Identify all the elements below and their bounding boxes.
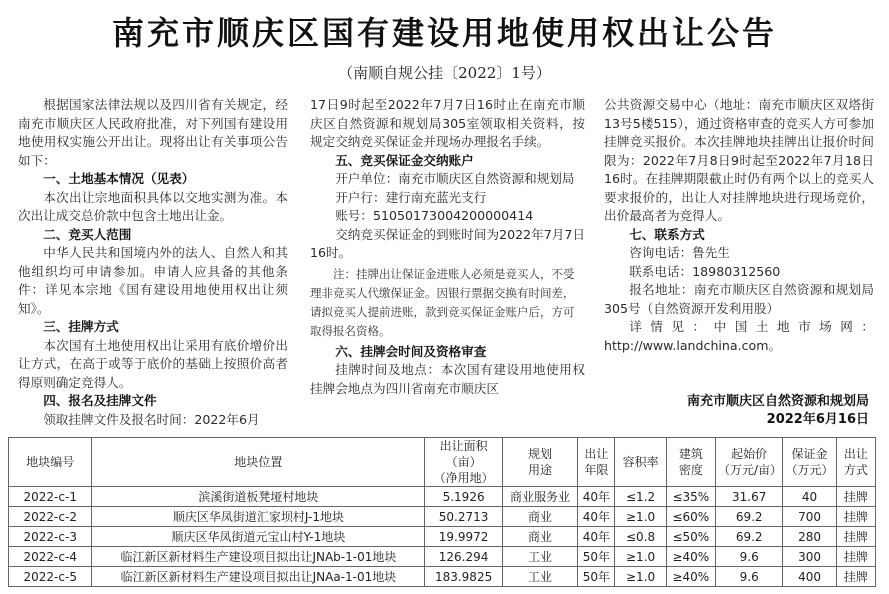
header-method xyxy=(836,438,875,487)
deposit-account-unit: 开户单位：南充市顺庆区自然资源和规划局 xyxy=(335,171,575,186)
table-header-row xyxy=(9,438,876,487)
cell-deposit: 300 xyxy=(783,547,836,567)
section-3-heading: 三、挂牌方式 xyxy=(43,319,119,334)
cell-density: ≤60% xyxy=(666,507,715,527)
header-use-line2: 用途 xyxy=(528,463,553,477)
cell-use: 商业 xyxy=(502,527,577,547)
header-area-line1: 出让面积（亩） xyxy=(439,439,488,469)
cell-far: ≥1.0 xyxy=(615,547,666,567)
header-use-line1: 规划 xyxy=(528,447,553,461)
table-row xyxy=(9,527,876,547)
cell-area: 5.1926 xyxy=(425,487,502,507)
header-method-line2: 方式 xyxy=(843,463,868,477)
cell-years: 50年 xyxy=(578,547,615,567)
header-deposit-line2: （万元） xyxy=(785,463,834,477)
header-density-line2: 密度 xyxy=(678,463,703,477)
contact-person: 咨询电话：鲁先生 xyxy=(629,245,730,260)
section-3-text: 本次国有土地使用权出让采用有底价增价出让方式，在高于或等于底价的基础上按照价高者得原则确定竞得人。 xyxy=(18,337,288,390)
header-area xyxy=(425,438,502,487)
header-far: 容积率 xyxy=(615,438,666,487)
section-7-heading: 七、联系方式 xyxy=(629,226,705,242)
cell-deposit: 700 xyxy=(783,507,836,527)
table-row xyxy=(9,547,876,567)
cell-use: 商业服务业 xyxy=(502,487,577,507)
section-4-text: 领取挂牌文件及报名时间：2022年6月 xyxy=(43,411,260,427)
issuing-organization: 南充市顺庆区自然资源和规划局 xyxy=(686,394,869,409)
land-parcel-table xyxy=(8,437,876,587)
cell-method: 挂牌 xyxy=(836,507,875,527)
text-column-1 xyxy=(18,96,288,429)
cell-density: ≤35% xyxy=(666,487,715,507)
registration-address: 报名地址：南充市顺庆区自然资源和规划局305号（自然资源开发利用股） xyxy=(604,282,874,316)
header-density xyxy=(666,438,715,487)
section-4-heading: 四、报名及挂牌文件 xyxy=(43,393,157,408)
header-term-line2: 年限 xyxy=(584,463,609,477)
cell-method: 挂牌 xyxy=(836,547,875,567)
deposit-bank: 开户行：建行南充蓝光支行 xyxy=(335,189,487,205)
table-row xyxy=(9,567,876,587)
contact-phone: 联系电话：18980312560 xyxy=(629,263,781,279)
header-location: 地块位置 xyxy=(92,438,425,487)
header-start-price xyxy=(716,438,783,487)
details-link[interactable]: 详情见：中国土地市场网：http://www.landchina.com。 xyxy=(604,319,874,353)
cell-far: ≤0.8 xyxy=(615,527,666,547)
cell-years: 40年 xyxy=(578,487,615,507)
cell-use: 工业 xyxy=(502,547,577,567)
section-6-continued: 公共资源交易中心（地址：南充市顺庆区双塔街13号5楼515），通过资格审查的竞买人方可参加挂牌竞买报价。本次挂牌地块挂牌出让报价时间限为：2022年7月8日9时起至2022年7月18日16时。在挂牌期限截止时仍有两个以上的竞买人要求报价的，出让人对挂牌地块进行现场竞价，出价最高者为竞得人。 xyxy=(604,97,874,223)
section-1-text: 本次出让宗地面积具体以交地实测为准。本次出让成交总价款中包含土地出让金。 xyxy=(18,189,288,223)
header-term xyxy=(578,438,615,487)
cell-price: 9.6 xyxy=(716,547,783,567)
cell-location: 临江新区新材料生产建设项目拟出让JNAb-1-01地块 xyxy=(92,547,425,567)
cell-far: ≤1.2 xyxy=(615,487,666,507)
cell-method: 挂牌 xyxy=(836,567,875,587)
header-price-line2: （万元/亩） xyxy=(718,463,783,477)
cell-deposit: 280 xyxy=(783,527,836,547)
header-price-line1: 起始价 xyxy=(731,447,768,461)
cell-method: 挂牌 xyxy=(836,527,875,547)
cell-price: 31.67 xyxy=(716,487,783,507)
section-5-heading: 五、竞买保证金交纳账户 xyxy=(335,152,474,168)
deposit-note: 注：挂牌出让保证金进账人必须是竞买人，不受理非竞买人代缴保证金。因银行票据交换有时间差，请拟竞买人提前进账，款到竞买保证金账户后，方可取得报名资格。 xyxy=(310,266,575,338)
cell-area: 50.2713 xyxy=(425,507,502,527)
header-use xyxy=(502,438,577,487)
header-deposit-line1: 保证金 xyxy=(791,447,828,461)
issue-date: 2022年6月16日 xyxy=(766,412,869,427)
cell-id: 2022-c-4 xyxy=(9,547,92,567)
cell-method: 挂牌 xyxy=(836,487,875,507)
section-1-heading: 一、土地基本情况（见表） xyxy=(43,171,195,186)
text-column-3 xyxy=(604,96,874,355)
cell-density: ≥40% xyxy=(666,547,715,567)
cell-id: 2022-c-3 xyxy=(9,527,92,547)
header-term-line1: 出让 xyxy=(584,447,609,461)
cell-price: 69.2 xyxy=(716,507,783,527)
cell-location: 临江新区新材料生产建设项目拟出让JNAa-1-01地块 xyxy=(92,567,425,587)
announcement-title: 南充市顺庆区国有建设用地使用权出让公告 xyxy=(111,14,777,52)
cell-years: 40年 xyxy=(578,507,615,527)
header-deposit xyxy=(783,438,836,487)
table-row xyxy=(9,507,876,527)
document-number: （南顺自规公挂〔2022〕1号） xyxy=(338,64,551,82)
section-4-continued: 17日9时起至2022年7月7日16时止在南充市顺庆区自然资源和规划局305室领取相关资料，按规定交纳竞买保证金并现场办理报名手续。 xyxy=(310,97,585,149)
cell-far: ≥1.0 xyxy=(615,567,666,587)
cell-years: 50年 xyxy=(578,567,615,587)
cell-id: 2022-c-2 xyxy=(9,507,92,527)
header-area-line2: （净用地） xyxy=(433,471,494,485)
cell-location: 顺庆区华凤街道汇家坝村J-1地块 xyxy=(92,507,425,527)
cell-price: 9.6 xyxy=(716,567,783,587)
deposit-account-number: 账号：51050173004200000414 xyxy=(335,208,534,223)
header-density-line1: 建筑 xyxy=(678,447,703,461)
cell-area: 19.9972 xyxy=(425,527,502,547)
section-2-text: 中华人民共和国境内外的法人、自然人和其他组织均可申请参加。申请人应具备的其他条件：详见本宗地《国有建设用地使用权出让须知》。 xyxy=(18,245,288,316)
cell-id: 2022-c-5 xyxy=(9,567,92,587)
section-6-text: 挂牌时间及地点：本次国有建设用地使用权挂牌会地点为四川省南充市顺庆区 xyxy=(310,362,585,396)
cell-area: 183.9825 xyxy=(425,567,502,587)
cell-location: 顺庆区华凤街道元宝山村Y-1地块 xyxy=(92,527,425,547)
deposit-deadline: 交纳竞买保证金的到账时间为2022年7月7日16时。 xyxy=(310,226,585,260)
cell-price: 69.2 xyxy=(716,527,783,547)
cell-years: 40年 xyxy=(578,527,615,547)
cell-density: ≤50% xyxy=(666,527,715,547)
cell-far: ≥1.0 xyxy=(615,507,666,527)
cell-use: 商业 xyxy=(502,507,577,527)
cell-density: ≥40% xyxy=(666,567,715,587)
cell-id: 2022-c-1 xyxy=(9,487,92,507)
header-parcel-id: 地块编号 xyxy=(9,438,92,487)
table-row xyxy=(9,487,876,507)
cell-deposit: 400 xyxy=(783,567,836,587)
cell-location: 滨溪街道板凳垭村地块 xyxy=(92,487,425,507)
cell-deposit: 40 xyxy=(783,487,836,507)
section-2-heading: 二、竞买人范围 xyxy=(43,226,132,242)
cell-use: 工业 xyxy=(502,567,577,587)
header-method-line1: 出让 xyxy=(843,447,868,461)
text-column-2 xyxy=(310,96,585,398)
section-6-heading: 六、挂牌会时间及资格审查 xyxy=(335,343,487,359)
intro-paragraph: 根据国家法律法规以及四川省有关规定，经南充市顺庆区人民政府批准，对下列国有建设用地使用权实施公开出让。现将出让有关事项公告如下： xyxy=(18,97,288,168)
cell-area: 126.294 xyxy=(425,547,502,567)
